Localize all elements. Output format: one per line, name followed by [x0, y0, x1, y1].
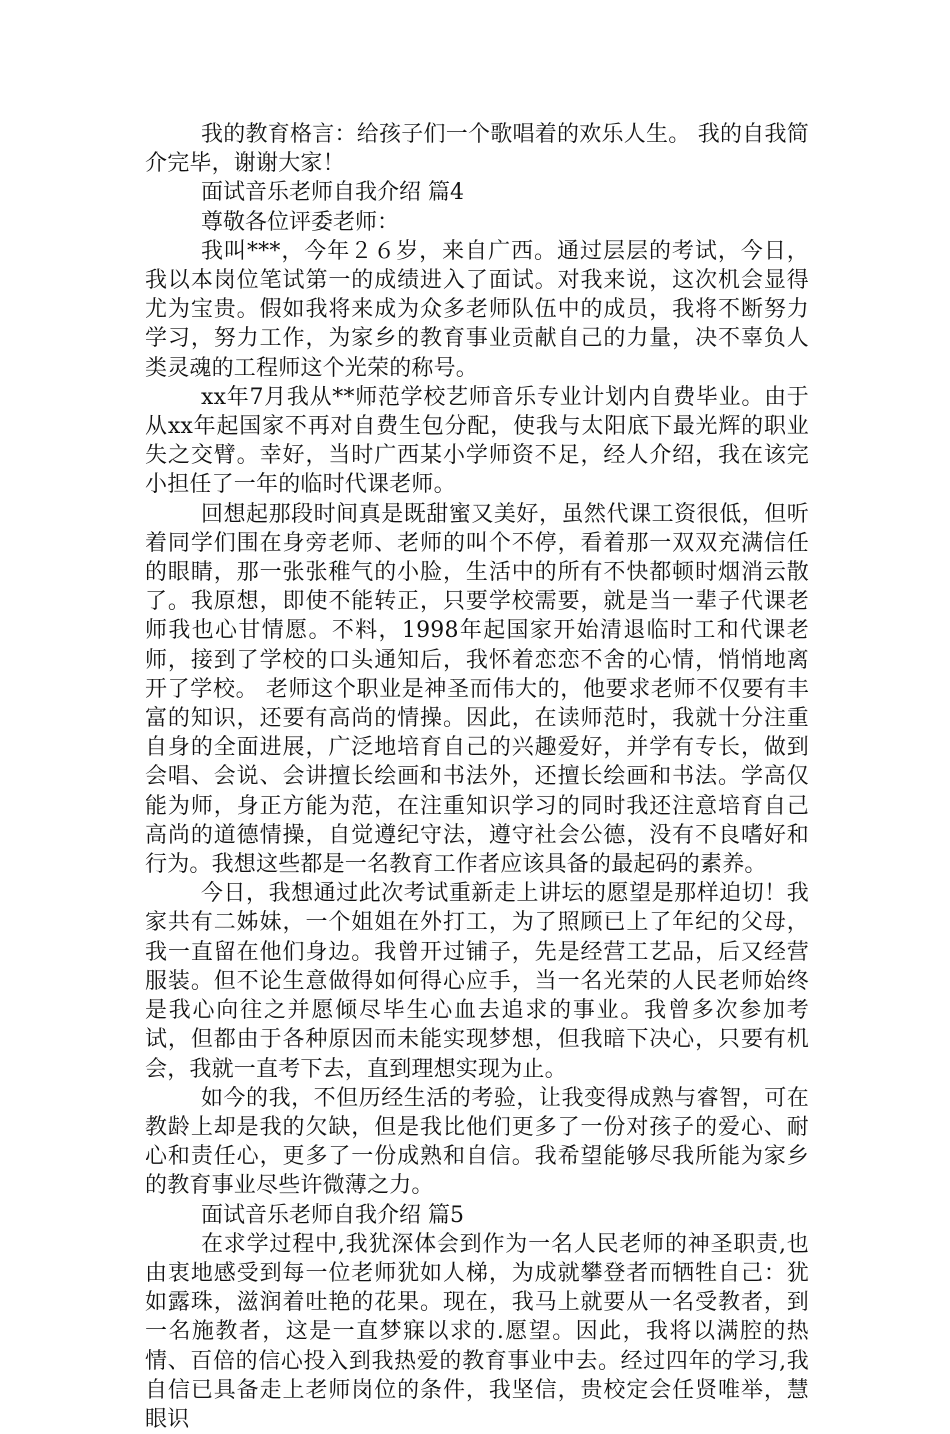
maturity-paragraph: 如今的我，不但历经生活的考验，让我变得成熟与睿智，可在教龄上却是我的欠缺，但是我比他们更多了一份对孩子的爱心、耐心和责任心，更多了一份成熟和自信。我希望能够尽我所能为家乡的教育事业尽些许微薄之力。 — [145, 1085, 809, 1199]
section-heading-4: 面试音乐老师自我介绍 篇4 — [201, 180, 464, 206]
salutation: 尊敬各位评委老师： — [201, 209, 400, 235]
intro-paragraph: 我叫***，今年２６岁，来自广西。通过层层的考试，今日，我以本岗位笔试第一的成绩进入了面试。对我来说，这次机会显得尤为宝贵。假如我将来成为众多老师队伍中的成员，我将不断努力学习，努力工作，为家乡的教育事业贡献自己的力量，决不辜负人类灵魂的工程师这个光荣的称号。 — [145, 238, 809, 381]
memory-paragraph: 回想起那段时间真是既甜蜜又美好，虽然代课工资很低，但听着同学们围在身旁老师、老师的叫个不停，看着那一双双充满信任的眼睛，那一张张稚气的小脸，生活中的所有不快都顿时烟消云散了。我原想，即使不能转正，只要学校需要，就是当一辈子代课老师我也心甘情愿。不料，1998年起国家开始清退临时工和代课老师，接到了学校的口头通知后，我怀着恋恋不舍的心情，悄悄地离开了学校。 老师这个职业是神圣而伟大的，他要求老师不仅要有丰富的知识，还要有高尚的情操。因此，在读师范时，我就十分注重自身的全面进展，广泛地培育自己的兴趣爱好，并学有专长，做到会唱、会说、会讲擅长绘画和书法外，还擅长绘画和书法。学高仅能为师，身正方能为范，在注重知识学习的同时我还注意培育自己高尚的道德情操，自觉遵纪守法，遵守社会公德，没有不良嗜好和行为。我想这些都是一名教育工作者应该具备的最起码的素养。 — [145, 501, 809, 878]
document-body — [145, 120, 809, 1434]
motto-paragraph: 我的教育格言：给孩子们一个歌唱着的欢乐人生。 我的自我简介完毕，谢谢大家！ — [145, 122, 809, 177]
graduation-paragraph: xx年7月我从**师范学校艺师音乐专业计划内自费毕业。由于从xx年起国家不再对自费生包分配，使我与太阳底下最光辉的职业失之交臂。幸好，当时广西某小学师资不足，经人介绍，我在该完小担任了一年的临时代课老师。 — [145, 384, 809, 498]
wish-paragraph: 今日，我想通过此次考试重新走上讲坛的愿望是那样迫切！我家共有二姊妹，一个姐姐在外打工，为了照顾已上了年纪的父母，我一直留在他们身边。我曾开过铺子，先是经营工艺品，后又经营服装。但不论生意做得如何得心应手，当一名光荣的人民老师始终是我心向往之并愿倾尽毕生心血去追求的事业。我曾多次参加考试，但都由于各种原因而未能实现梦想，但我暗下决心，只要有机会，我就一直考下去，直到理想实现为止。 — [145, 881, 809, 1082]
section-heading-5: 面试音乐老师自我介绍 篇5 — [201, 1202, 464, 1228]
study-paragraph: 在求学过程中,我犹深体会到作为一名人民老师的神圣职责,也由衷地感受到每一位老师犹如人梯，为成就攀登者而牺牲自己：犹如露珠，滋润着吐艳的花果。现在，我马上就要从一名受教者，到一名施教者，这是一直梦寐以求的.愿望。因此，我将以满腔的热情、百倍的信心投入到我热爱的教育事业中去。经过四年的学习,我自信已具备走上老师岗位的条件，我坚信，贵校定会任贤唯举，慧眼识 — [145, 1231, 809, 1432]
